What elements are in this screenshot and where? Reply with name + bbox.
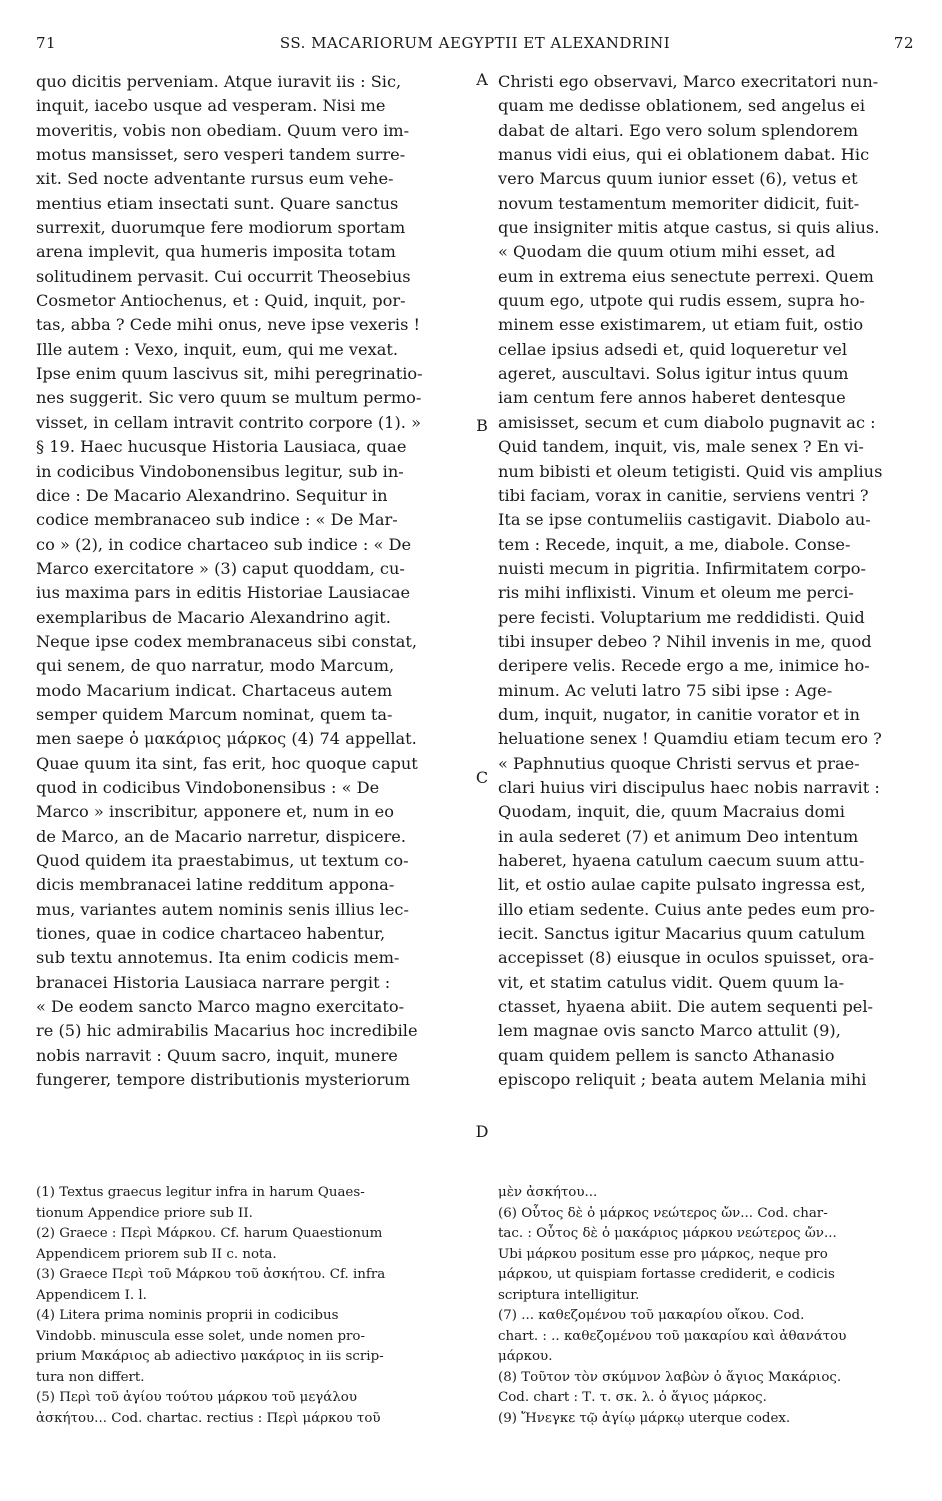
text-line: Neque ipse codex membranaceus sibi constat, (36, 631, 418, 651)
text-line: ius maxima pars in editis Historiae Lausiacae (36, 583, 411, 603)
text-line: nobis narravit : Quum sacro, inquit, munere (36, 1045, 398, 1065)
text-line: semper quidem Marcum nominat, quem ta- (36, 704, 393, 724)
running-header (36, 34, 914, 58)
text-line: Ipse enim quum lascivus sit, mihi peregrinatio- (36, 364, 423, 384)
text-line: illo etiam sedente. Cuius ante pedes eum pro- (498, 899, 875, 919)
text-line: cellae ipsius adsedi et, quid loqueretur vel (498, 339, 848, 359)
text-line: Christi ego observavi, Marco execritatori nun- (498, 72, 879, 91)
text-line: ris mihi inflixisti. Vinum et oleum me perci- (498, 583, 854, 603)
text-line: Ita se ipse contumeliis castigavit. Diabolo au- (498, 510, 871, 530)
text-line: tiones, quae in codice chartaceo habentur, (36, 924, 386, 944)
text-line: deripere velis. Recede ergo a me, inimice ho- (498, 656, 870, 676)
footnote-line: (5) Περὶ τοῦ ἁγίου τούτου μάρκου τοῦ μεγάλου (36, 1390, 358, 1405)
left-text-column (36, 70, 470, 1092)
footnote-line: prium Μακάριος ab adiectivo μακάριος in iis scrip- (36, 1349, 384, 1364)
text-line: nuisti mecum in pigritia. Infirmitatem corpo- (498, 558, 867, 578)
text-line: § 19. Haec hucusque Historia Lausiaca, quae (36, 437, 407, 457)
text-line: branacei Historia Lausiaca narrare pergit : (36, 972, 391, 992)
footnote-line: (7) ... καθεζομένου τοῦ μακαρίου οἴκου. Cod. (498, 1308, 805, 1323)
text-line: heluatione senex ! Quamdiu etiam tecum ero ? (498, 729, 882, 749)
text-line: visset, in cellam intravit contrito corpore (1). » (36, 412, 421, 432)
text-line: tibi faciam, vorax in canitie, serviens ventri ? (498, 485, 869, 505)
text-line: minum. Ac veluti latro 75 sibi ipse : Age- (498, 680, 833, 700)
footnote-line: scriptura intelligitur. (498, 1287, 640, 1303)
text-line: ageret, auscultavi. Solus igitur intus quum (498, 364, 849, 384)
footnotes-left (36, 1183, 474, 1429)
text-line: de Marco, an de Macario narretur, dispicere. (36, 826, 407, 846)
text-line: dicis membranacei latine redditum appona- (36, 875, 395, 895)
footnote-line: μάρκου. (498, 1349, 553, 1364)
footnote-line: μάρκου, ut quispiam fortasse crediderit, e codicis (498, 1267, 835, 1282)
text-line: in aula sederet (7) et animum Deo intentum (498, 826, 859, 846)
text-line: quam me dedisse oblationem, sed angelus ei (498, 96, 866, 116)
footnote-line: Cod. chart : Τ. τ. σκ. λ. ὁ ἅγιος μάρκος. (498, 1390, 767, 1405)
text-line: « De eodem sancto Marco magno exercitato- (36, 997, 405, 1017)
footnote-line: (4) Litera prima nominis proprii in codicibus (36, 1308, 339, 1323)
text-line: quam quidem pellem is sancto Athanasio (498, 1045, 835, 1065)
text-line: iecit. Sanctus igitur Macarius quum catulum (498, 924, 865, 944)
text-line: « Quodam die quum otium mihi esset, ad (498, 242, 836, 262)
text-line: dice : De Macario Alexandrino. Sequitur in (36, 485, 388, 505)
text-line: exemplaribus de Macario Alexandrino agit. (36, 607, 391, 627)
text-line: mus, variantes autem nominis senis illius lec- (36, 899, 409, 919)
text-line: dum, inquit, nugator, in canitie vorator et in (498, 704, 860, 724)
text-line: episcopo reliquit ; beata autem Melania mihi (498, 1070, 867, 1090)
text-line: tem : Recede, inquit, a me, diabole. Conse- (498, 534, 851, 554)
footnote-line: Appendicem I. l. (36, 1287, 147, 1303)
footnote-line: (1) Textus graecus legitur infra in harum Quaes- (36, 1185, 365, 1200)
text-line: novum testamentum memoriter didicit, fuit- (498, 193, 860, 213)
text-line: clari huius viri discipulus haec nobis narravit : (498, 777, 880, 797)
footnote-line: tac. : Οὗτος δὲ ὁ μακάριος μάρκου νεώτερος ὤν... (498, 1226, 837, 1241)
text-line: num bibisti et oleum tetigisti. Quid vis amplius (498, 461, 883, 481)
text-line: Quae quum ita sint, fas erit, hoc quoque caput (36, 753, 418, 773)
text-line: iam centum fere annos haberet dentesque (498, 388, 846, 408)
page-number-left: 71 (36, 34, 57, 52)
text-line: dabat de altari. Ego vero solum splendorem (498, 120, 859, 140)
text-line: in codicibus Vindobonensibus legitur, sub in- (36, 461, 404, 481)
footnote-line: Vindobb. minuscula esse solet, unde nomen pro- (36, 1328, 366, 1344)
text-line: eum in extrema eius senectute perrexi. Quem (498, 266, 874, 286)
text-line: qui senem, de quo narratur, modo Marcum, (36, 656, 395, 676)
text-line: tibi insuper debeo ? Nihil invenis in me, quod (498, 631, 872, 651)
footnote-line: (3) Graece Περὶ τοῦ Μάρκου τοῦ ἀσκήτου. Cf. infra (36, 1267, 386, 1282)
text-line: lem magnae ovis sancto Marco attulit (9), (498, 1021, 841, 1041)
text-line: quod in codicibus Vindobonensibus : « De (36, 777, 380, 797)
text-line: ctasset, hyaena abiit. Die autem sequenti pel- (498, 997, 874, 1017)
footnote-line: (2) Graece : Περὶ Μάρκου. Cf. harum Quaestionum (36, 1226, 383, 1241)
text-line: vit, et statim catulus vidit. Quem quum la- (498, 972, 845, 992)
text-line: amisisset, secum et cum diabolo pugnavit ac : (498, 412, 876, 432)
text-line: re (5) hic admirabilis Macarius hoc incredibile (36, 1021, 418, 1041)
footnotes-right (498, 1183, 930, 1429)
text-line: motus mansisset, sero vesperi tandem surre- (36, 145, 406, 165)
text-line: modo Macarium indicat. Chartaceus autem (36, 680, 393, 700)
text-line: Cosmetor Antiochenus, et : Quid, inquit, por- (36, 291, 406, 311)
text-line: fungerer, tempore distributionis mysteriorum (36, 1070, 410, 1090)
text-line: Marco » inscribitur, apponere et, num in eo (36, 802, 394, 822)
right-text-column (498, 70, 930, 1092)
text-line: xit. Sed nocte adventante rursus eum vehe- (36, 169, 394, 189)
text-line: surrexit, duorumque fere modiorum sportam (36, 218, 406, 238)
margin-marker-a: A (476, 70, 488, 89)
text-line: quo dicitis perveniam. Atque iuravit iis : Sic, (36, 72, 402, 91)
footnote-line: tionum Appendice priore sub II. (36, 1205, 253, 1221)
text-line: vero Marcus quum iunior esset (6), vetus et (498, 169, 858, 189)
text-line: haberet, hyaena catulum caecum suum attu- (498, 851, 865, 870)
text-line: codice membranaceo sub indice : « De Mar- (36, 510, 398, 530)
footnote-line: μὲν ἀσκήτου... (498, 1185, 598, 1200)
footnote-line: (6) Οὗτος δὲ ὁ μάρκος νεώτερος ὤν... Cod. char- (498, 1205, 828, 1221)
margin-marker-d: D (475, 1122, 489, 1141)
text-line: co » (2), in codice chartaceo sub indice : « De (36, 534, 412, 554)
text-line: pere fecisti. Voluptarium me reddidisti. Quid (498, 607, 865, 627)
footnote-line: chart. : .. καθεζομένου τοῦ μακαρίου καὶ ἀθανάτου (498, 1328, 847, 1344)
footnote-line: tura non differt. (36, 1369, 145, 1385)
text-line: lit, et ostio aulae capite pulsato ingressa est, (498, 875, 866, 895)
margin-marker-b: B (476, 416, 488, 435)
footnote-line: ἀσκήτου... Cod. chartac. rectius : Περὶ μάρκου τοῦ (36, 1410, 381, 1426)
text-line: Marco exercitatore » (3) caput quoddam, cu- (36, 558, 405, 578)
footnote-line: Ubi μάρκου positum esse pro μάρκος, neque pro (498, 1246, 828, 1262)
text-line: quum ego, utpote qui rudis essem, supra ho- (498, 291, 865, 311)
text-line: Quodam, inquit, die, quum Macraius domi (498, 802, 845, 822)
text-line: que insigniter mitis atque castus, si quis alius. (498, 218, 880, 238)
footnote-line: (9) Ἤνεγκε τῷ ἁγίῳ μάρκῳ uterque codex. (498, 1410, 791, 1426)
text-line: Quid tandem, inquit, vis, male senex ? En vi- (498, 437, 864, 457)
text-line: sub textu annotemus. Ita enim codicis mem- (36, 948, 400, 968)
text-line: mentius etiam insectati sunt. Quare sanctus (36, 193, 399, 213)
text-line: inquit, iacebo usque ad vesperam. Nisi me (36, 96, 386, 116)
margin-marker-c: C (475, 768, 489, 787)
text-line: solitudinem pervasit. Cui occurrit Theosebius (36, 266, 411, 286)
text-line: Quod quidem ita praestabimus, ut textum co- (36, 851, 409, 870)
text-line: nes suggerit. Sic vero quum se multum permo- (36, 388, 422, 408)
text-line: « Paphnutius quoque Christi servus et prae- (498, 753, 860, 773)
running-title: SS. MACARIORUM AEGYPTII ET ALEXANDRINI (279, 34, 671, 52)
text-line: arena implevit, qua humeris imposita totam (36, 242, 396, 262)
text-line: men saepe ὁ μακάριος μάρκος (4) 74 appellat. (36, 729, 417, 749)
text-line: minem esse existimarem, ut etiam fuit, ostio (498, 315, 864, 335)
text-line: tas, abba ? Cede mihi onus, neve ipse vexeris ! (36, 315, 421, 335)
page-number-right: 72 (893, 34, 914, 52)
text-line: moveritis, vobis non obediam. Quum vero im- (36, 120, 410, 140)
text-line: manus vidi eius, qui ei oblationem dabat. Hic (498, 145, 870, 165)
text-line: Ille autem : Vexo, inquit, eum, qui me vexat. (36, 339, 399, 359)
footnote-line: (8) Τοῦτον τὸν σκύμνον λαβὼν ὁ ἅγιος Μακάριος. (498, 1369, 842, 1385)
footnote-line: Appendicem priorem sub II c. nota. (36, 1246, 277, 1262)
text-line: accepisset (8) eiusque in oculos spuisset, ora- (498, 948, 875, 968)
